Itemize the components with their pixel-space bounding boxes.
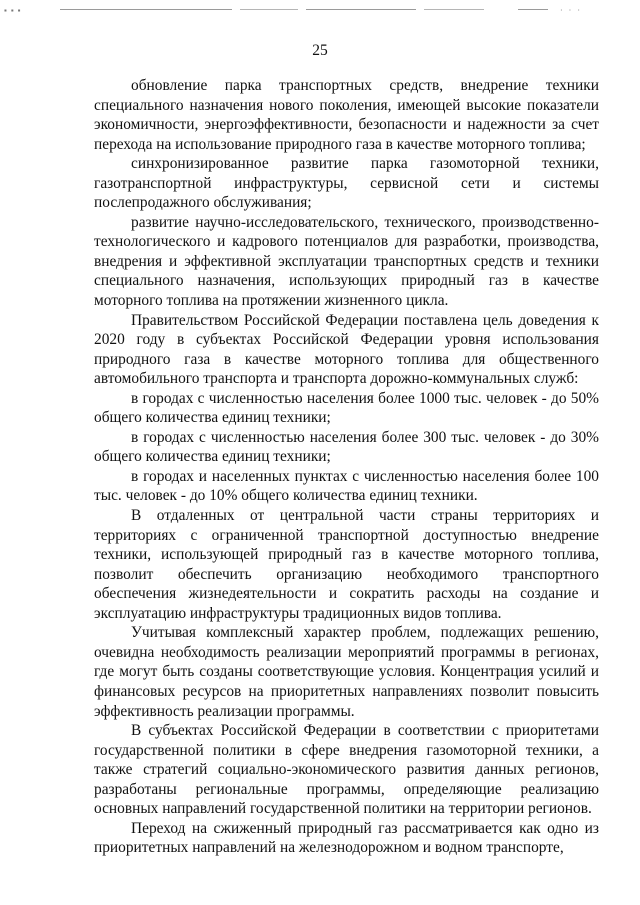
- paragraph: Учитывая комплексный характер проблем, подлежащих решению, очевидна необходимость реализации мероприятий программы в регионах, где могут быть созданы соответствующие условия. Концентрация усилий и финансовых ресурсов на приоритетных направлениях позволит повысить эффективность реализации программы.: [94, 624, 599, 720]
- page-number: 25: [312, 42, 328, 59]
- paragraph: развитие научно-исследовательского, технического, производственно-технологического и кадрового потенциалов для разработки, производства, внедрения и эффективной эксплуатации транспортных средств и техники специального назначения, использующих природный газ в качестве моторного топлива на протяжении жизненного цикла.: [94, 213, 599, 310]
- paragraph: Правительством Российской Федерации поставлена цель доведения к 2020 году в субъектах Российской Федерации уровня использования природного газа в качестве моторного топлива для общественного автомобильного транспорта и транспорта дорожно-коммунальных служб:: [94, 311, 599, 388]
- paragraph: В отдаленных от центральной части страны территориях и территориях с ограниченной транспортной доступностью внедрение техники, использующей природный газ в качестве моторного топлива, позволит обеспечить организацию необходимого транспортного обеспечения жизнедеятельности и сократить расходы на создание и эксплуатацию инфраструктуры традиционных видов топлива.: [94, 507, 599, 622]
- paragraph: в городах с численностью населения более 1000 тыс. человек - до 50% общего количества единиц техники;: [94, 389, 599, 427]
- scan-artifact-line: [424, 9, 484, 10]
- scan-artifact-left: ▪ ▪ ▪: [4, 6, 22, 15]
- document-body: [94, 76, 599, 858]
- scan-artifact-right: · · ·: [560, 6, 582, 15]
- scan-artifact-line: [518, 9, 548, 10]
- paragraph: синхронизированное развитие парка газомоторной техники, газотранспортной инфраструктуры, сервисной сети и системы послепродажного обслуживания;: [94, 155, 599, 212]
- scan-artifact-line: [240, 9, 298, 10]
- scan-artifact-line: [306, 9, 416, 10]
- paragraph: в городах и населенных пунктах с численностью населения более 100 тыс. человек - до 10% общего количества единиц техники.: [94, 467, 599, 505]
- paragraph: Переход на сжиженный природный газ рассматривается как одно из приоритетных направлений на железнодорожном и водном транспорте,: [94, 819, 599, 857]
- paragraph: обновление парка транспортных средств, внедрение техники специального назначения нового поколения, имеющей высокие показатели экономичности, энергоэффективности, безопасности и надежности за счет перехода на использование природного газа в качестве моторного топлива;: [94, 77, 599, 153]
- paragraph: В субъектах Российской Федерации в соответствии с приоритетами государственной политики в сфере внедрения газомоторной техники, а также стратегий социально-экономического развития данных регионов, разработаны региональные программы, определяющие реализацию основных направлений государственной политики на территории регионов.: [94, 722, 599, 818]
- paragraph: в городах с численностью населения более 300 тыс. человек - до 30% общего количества единиц техники;: [94, 428, 599, 466]
- scan-artifact-line: [60, 9, 232, 10]
